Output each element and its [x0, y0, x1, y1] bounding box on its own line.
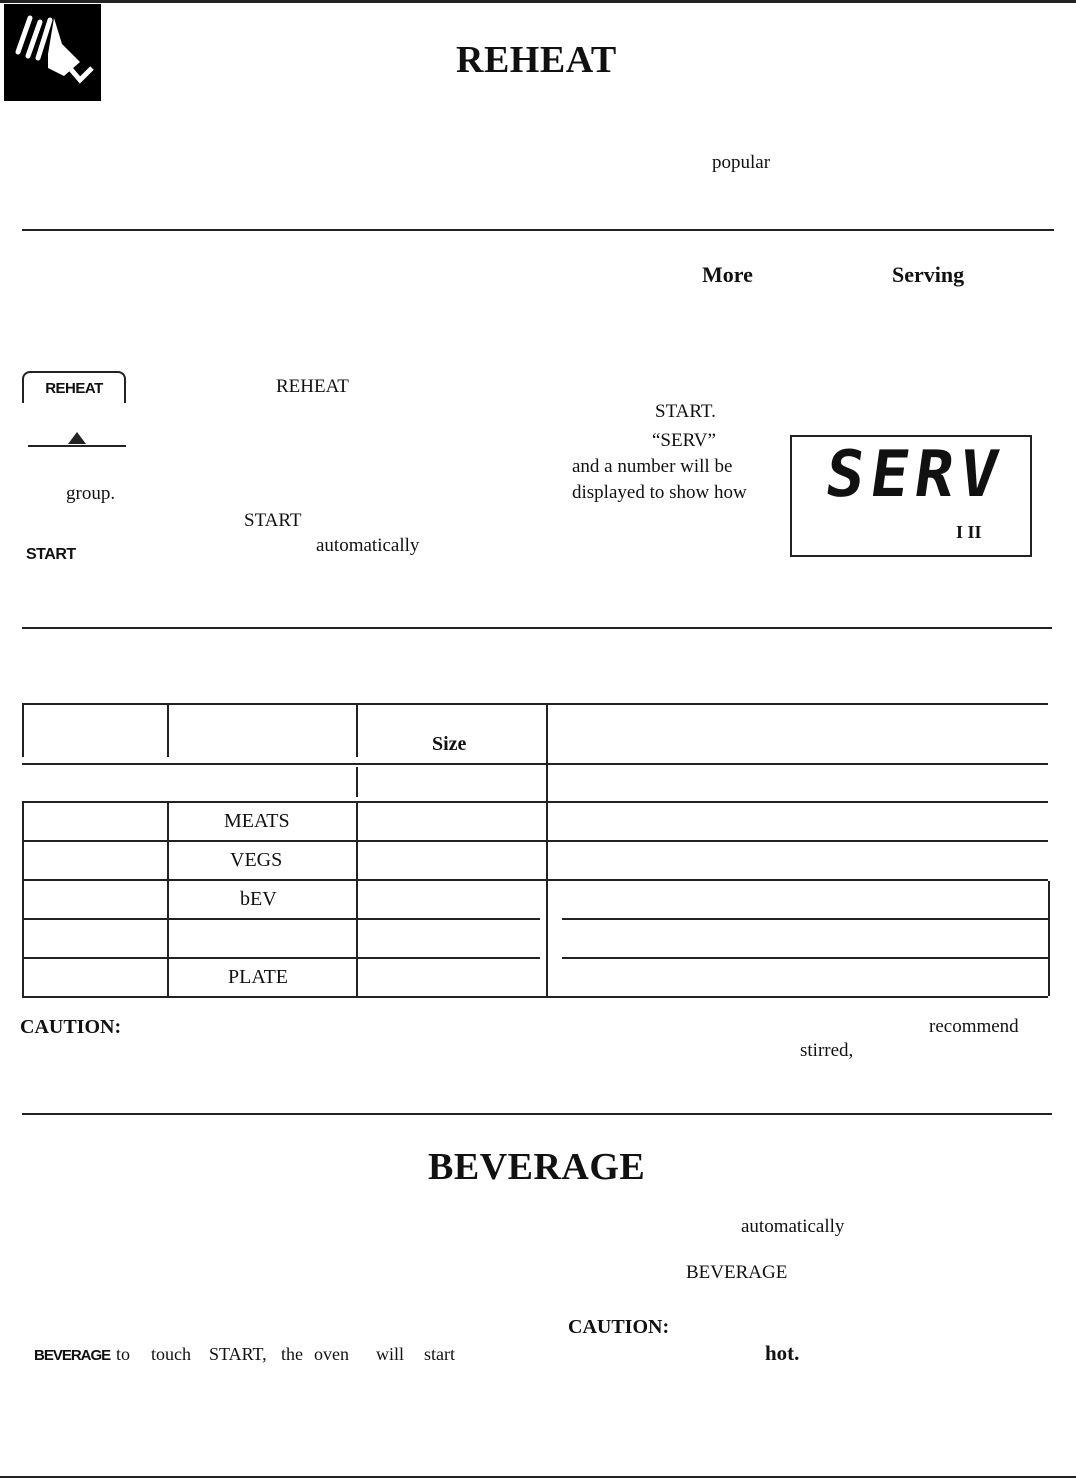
step2-start: START.	[655, 401, 716, 422]
table-col-rule	[22, 803, 24, 996]
beverage-word-start: START,	[209, 1344, 267, 1364]
divider-2	[22, 627, 1052, 629]
step3-automatically: automatically	[316, 535, 420, 556]
beverage-word-will: will	[376, 1344, 405, 1364]
caution-recommend: recommend	[929, 1016, 1019, 1037]
pad-arrow-icon	[68, 432, 86, 444]
beverage-hot: hot.	[765, 1341, 800, 1365]
table-col-rule	[356, 705, 358, 757]
display-readout: SERV	[820, 438, 1010, 512]
beverage-key[interactable]: BEVERAGE	[34, 1347, 111, 1364]
table-row-rule	[22, 918, 540, 920]
table-cell-vegs: VEGS	[230, 849, 283, 871]
reheat-key[interactable]: REHEAT	[22, 371, 126, 403]
hand-pressing-key-icon	[4, 4, 101, 101]
table-row-rule	[22, 879, 1048, 881]
beverage-word-the: the	[281, 1344, 303, 1364]
table-header-size: Size	[432, 733, 467, 755]
intro-text: popular	[712, 152, 771, 173]
step2-serv: “SERV”	[652, 430, 716, 451]
page-title: REHEAT	[456, 39, 617, 81]
table-top-rule	[22, 703, 1048, 705]
top-rule	[0, 0, 1076, 3]
reheat-heading-more: More	[702, 262, 753, 287]
step1-group: group.	[66, 483, 116, 504]
caution-stirred: stirred,	[800, 1040, 854, 1061]
caution-label: CAUTION:	[20, 1016, 122, 1038]
beverage-caution: CAUTION:	[568, 1316, 670, 1338]
table-col-rule	[167, 705, 169, 757]
beverage-automatically: automatically	[741, 1216, 845, 1237]
step1-reheat: REHEAT	[276, 376, 349, 397]
table-col-rule	[546, 705, 548, 996]
step2-line2: displayed to show how	[572, 482, 747, 503]
table-cell-plate: PLATE	[228, 966, 288, 988]
reheat-heading-serving: Serving	[892, 262, 965, 287]
table-row-rule	[562, 957, 1048, 959]
beverage-word-oven: oven	[314, 1344, 349, 1364]
table-col-rule	[1048, 881, 1050, 996]
pad-base	[28, 445, 126, 447]
table-header-rule	[22, 763, 1048, 765]
table-col-rule	[167, 803, 169, 996]
divider-1	[22, 229, 1054, 231]
table-col-rule	[356, 803, 358, 996]
table-row-rule	[22, 957, 540, 959]
beverage-word-touch: touch	[151, 1344, 191, 1364]
display-indicator: I II	[956, 522, 982, 542]
table-bottom-rule	[22, 996, 1048, 998]
table-col-rule	[22, 705, 24, 757]
table-row-rule	[22, 840, 1048, 842]
table-row-rule	[562, 918, 1048, 920]
beverage-title: BEVERAGE	[428, 1146, 646, 1188]
bottom-rule	[0, 1476, 1076, 1478]
start-key[interactable]: START	[26, 546, 76, 563]
beverage-word: BEVERAGE	[686, 1262, 788, 1283]
beverage-word-start2: start	[424, 1344, 455, 1364]
table-row-rule	[22, 801, 1048, 803]
table-cell-bev: bEV	[240, 888, 277, 910]
step3-start: START	[244, 510, 302, 531]
table-col-rule	[356, 767, 358, 797]
section-badge	[4, 4, 101, 101]
table-cell-meats: MEATS	[224, 810, 290, 832]
beverage-word-to: to	[116, 1344, 131, 1364]
step2-line1: and a number will be	[572, 456, 733, 477]
divider-3	[22, 1113, 1052, 1115]
